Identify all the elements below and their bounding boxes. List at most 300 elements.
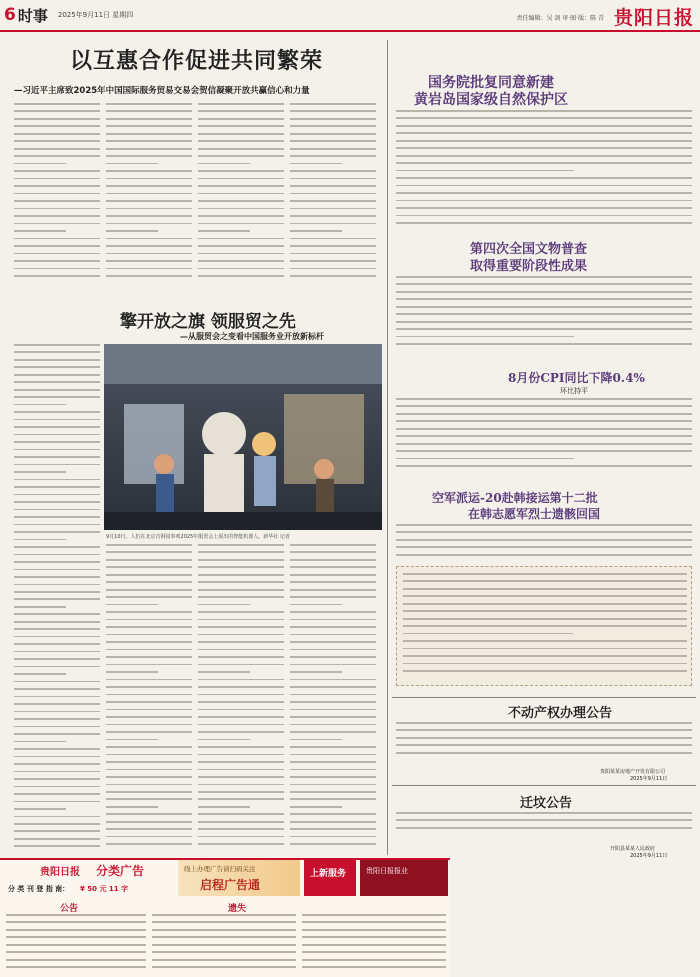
text-line	[14, 441, 100, 443]
text-line	[198, 701, 284, 703]
news-headline-4a: 空军派运-20赴韩接运第十二批	[432, 491, 598, 505]
text-line	[106, 544, 192, 546]
text-line	[14, 793, 100, 795]
text-line	[14, 170, 100, 172]
text-line	[14, 404, 66, 406]
text-line	[198, 238, 284, 240]
text-line	[14, 419, 100, 421]
text-line	[396, 283, 692, 285]
text-line	[198, 611, 284, 613]
text-line	[290, 155, 376, 157]
text-line	[396, 722, 692, 724]
text-line	[396, 554, 692, 556]
text-line	[290, 754, 376, 756]
text-line	[14, 681, 100, 683]
text-line	[290, 843, 376, 845]
text-line	[106, 739, 158, 741]
text-line	[290, 275, 376, 277]
text-line	[106, 268, 192, 270]
text-line	[290, 125, 376, 127]
text-line	[396, 752, 692, 754]
text-line	[14, 208, 100, 210]
text-line	[198, 581, 284, 583]
text-line	[290, 559, 376, 561]
column-divider	[387, 40, 388, 855]
text-line	[106, 821, 192, 823]
text-line	[14, 125, 100, 127]
text-line	[106, 709, 192, 711]
news-3-body	[396, 398, 692, 474]
text-line	[198, 626, 284, 628]
section-divider	[392, 697, 696, 698]
text-line	[14, 816, 100, 818]
text-line	[198, 649, 284, 651]
text-line	[290, 544, 376, 546]
text-line	[198, 125, 284, 127]
text-line	[106, 589, 192, 591]
text-line	[396, 200, 692, 202]
text-line	[198, 836, 284, 838]
text-line	[14, 741, 66, 743]
text-line	[14, 830, 100, 832]
text-line	[152, 929, 296, 931]
text-line	[14, 703, 100, 705]
text-line	[14, 140, 100, 142]
text-line	[290, 664, 376, 666]
text-line	[14, 786, 100, 788]
text-line	[403, 670, 687, 672]
text-line	[396, 313, 692, 315]
text-line	[403, 625, 687, 627]
text-line	[290, 133, 376, 135]
text-line	[14, 118, 100, 120]
text-line	[290, 103, 376, 105]
text-line	[152, 914, 296, 916]
text-line	[14, 673, 66, 675]
text-line	[290, 701, 376, 703]
text-line	[106, 125, 192, 127]
text-line	[290, 619, 376, 621]
text-line	[396, 539, 692, 541]
text-line	[198, 828, 284, 830]
text-line	[396, 546, 692, 548]
news-headline-4b: 在韩志愿军烈士遗骸回国	[468, 507, 601, 521]
text-line	[396, 420, 692, 422]
text-line	[290, 178, 376, 180]
text-line	[290, 148, 376, 150]
text-line	[290, 731, 376, 733]
text-line	[14, 494, 100, 496]
lead-headline: 以互惠合作促进共同繁荣	[70, 48, 324, 74]
classifieds-hotline: 分 类 刊 登 指 南：	[8, 885, 70, 893]
news-3-subtitle: 环比持平	[560, 387, 588, 395]
text-line	[198, 200, 284, 202]
text-line	[14, 726, 100, 728]
section-lost: 遗失	[228, 904, 247, 914]
text-line	[396, 328, 692, 330]
text-line	[290, 170, 376, 172]
text-line	[290, 828, 376, 830]
classifieds-col-1	[6, 914, 146, 974]
text-line	[290, 739, 342, 741]
text-line	[290, 574, 376, 576]
text-line	[14, 801, 100, 803]
text-line	[290, 566, 376, 568]
issue-date: 2025年9月11日 星期四	[57, 11, 134, 19]
text-line	[14, 155, 100, 157]
text-line	[302, 944, 446, 946]
text-line	[396, 465, 692, 467]
feature-body-col-4	[290, 544, 376, 856]
quote-box	[396, 566, 692, 686]
text-line	[106, 641, 192, 643]
text-line	[290, 634, 376, 636]
text-line	[106, 828, 192, 830]
text-line	[106, 581, 192, 583]
news-4-body	[396, 524, 692, 562]
text-line	[14, 524, 100, 526]
text-line	[290, 163, 342, 165]
text-line	[198, 268, 284, 270]
text-line	[14, 748, 100, 750]
text-line	[152, 944, 296, 946]
text-line	[396, 306, 692, 308]
feature-body-col-1	[14, 344, 100, 856]
text-line	[106, 813, 192, 815]
text-line	[290, 641, 376, 643]
lead-body-col-4	[290, 103, 376, 283]
text-line	[6, 914, 146, 916]
ad-title: 启程广告通	[200, 878, 261, 892]
text-line	[106, 798, 192, 800]
text-line	[290, 230, 342, 232]
text-line	[396, 819, 692, 821]
text-line	[396, 737, 692, 739]
text-line	[302, 929, 446, 931]
text-line	[198, 103, 284, 105]
text-line	[106, 170, 192, 172]
text-line	[14, 613, 100, 615]
text-line	[198, 551, 284, 553]
text-line	[106, 761, 192, 763]
text-line	[198, 761, 284, 763]
text-line	[198, 566, 284, 568]
text-line	[106, 843, 192, 845]
text-line	[396, 524, 692, 526]
text-line	[302, 921, 446, 923]
text-line	[14, 546, 100, 548]
text-line	[302, 951, 446, 953]
text-line	[290, 791, 376, 793]
text-line	[198, 641, 284, 643]
text-line	[14, 449, 100, 451]
text-line	[14, 260, 100, 262]
text-line	[6, 921, 146, 923]
text-line	[6, 966, 146, 968]
text-line	[290, 110, 376, 112]
text-line	[198, 140, 284, 142]
text-line	[14, 696, 100, 698]
text-line	[198, 709, 284, 711]
text-line	[14, 163, 66, 165]
text-line	[396, 812, 692, 814]
text-line	[396, 192, 692, 194]
text-line	[14, 245, 100, 247]
text-line	[396, 413, 692, 415]
text-line	[14, 148, 100, 150]
text-line	[396, 117, 692, 119]
text-line	[290, 784, 376, 786]
text-line	[290, 686, 376, 688]
text-line	[396, 215, 692, 217]
news-2-body	[396, 276, 692, 354]
text-line	[302, 959, 446, 961]
text-line	[14, 643, 100, 645]
notice-title-2: 迁坟公告	[520, 796, 573, 811]
text-line	[396, 827, 692, 829]
section-announcement: 公告	[60, 904, 79, 914]
text-line	[198, 260, 284, 262]
text-line	[106, 223, 192, 225]
text-line	[14, 359, 100, 361]
text-line	[106, 230, 158, 232]
text-line	[106, 574, 192, 576]
text-line	[14, 561, 100, 563]
lead-body-col-1	[14, 103, 100, 283]
text-line	[152, 959, 296, 961]
text-line	[198, 784, 284, 786]
text-line	[396, 435, 692, 437]
text-line	[198, 806, 250, 808]
text-line	[106, 671, 158, 673]
text-line	[290, 746, 376, 748]
text-line	[290, 200, 376, 202]
text-line	[14, 103, 100, 105]
text-line	[198, 821, 284, 823]
text-line	[152, 921, 296, 923]
text-line	[106, 664, 192, 666]
notice-2-date: 2025年9月11日	[630, 853, 668, 859]
text-line	[198, 589, 284, 591]
text-line	[290, 140, 376, 142]
text-line	[14, 344, 100, 346]
text-line	[198, 798, 284, 800]
text-line	[14, 351, 100, 353]
text-line	[106, 611, 192, 613]
text-line	[396, 177, 692, 179]
text-line	[403, 618, 687, 620]
text-line	[14, 486, 100, 488]
text-line	[106, 604, 158, 606]
text-line	[14, 808, 66, 810]
section-name: 时事	[17, 6, 48, 25]
text-line	[396, 343, 692, 345]
text-line	[152, 936, 296, 938]
text-line	[198, 208, 284, 210]
text-line	[290, 806, 342, 808]
text-line	[198, 619, 284, 621]
text-line	[290, 268, 376, 270]
text-line	[14, 688, 100, 690]
text-line	[14, 238, 100, 240]
text-line	[14, 133, 100, 135]
text-line	[14, 658, 100, 660]
text-line	[198, 671, 250, 673]
text-line	[106, 208, 192, 210]
text-line	[14, 366, 100, 368]
text-line	[106, 596, 192, 598]
text-line	[290, 656, 376, 658]
text-line	[106, 245, 192, 247]
text-line	[396, 405, 692, 407]
text-line	[106, 746, 192, 748]
text-line	[396, 450, 692, 452]
section-number: 6	[4, 5, 16, 25]
text-line	[403, 640, 687, 642]
text-line	[14, 215, 100, 217]
lead-body-col-2	[106, 103, 192, 283]
text-line	[396, 170, 574, 172]
text-line	[198, 215, 284, 217]
text-line	[14, 636, 100, 638]
text-line	[14, 253, 100, 255]
text-line	[14, 771, 100, 773]
text-line	[198, 275, 284, 277]
text-line	[14, 200, 100, 202]
text-line	[14, 426, 100, 428]
text-line	[290, 193, 376, 195]
text-line	[14, 434, 100, 436]
text-line	[106, 791, 192, 793]
text-line	[396, 222, 692, 224]
text-line	[198, 634, 284, 636]
text-line	[14, 733, 100, 735]
feature-headline: 擎开放之旗 领服贸之先	[120, 312, 296, 332]
text-line	[198, 574, 284, 576]
text-line	[302, 914, 446, 916]
news-headline-2b: 取得重要阶段性成果	[470, 259, 588, 274]
text-line	[396, 132, 692, 134]
text-line	[14, 606, 66, 608]
text-line	[290, 223, 376, 225]
text-line	[106, 103, 192, 105]
text-line	[106, 110, 192, 112]
text-line	[396, 744, 692, 746]
text-line	[198, 110, 284, 112]
text-line	[106, 133, 192, 135]
text-line	[106, 656, 192, 658]
text-line	[14, 718, 100, 720]
text-line	[14, 539, 66, 541]
text-line	[106, 118, 192, 120]
text-line	[198, 178, 284, 180]
text-line	[396, 428, 692, 430]
text-line	[14, 396, 100, 398]
text-line	[290, 649, 376, 651]
text-line	[14, 110, 100, 112]
notice-title-1: 不动产权办理公告	[508, 706, 613, 721]
text-line	[14, 471, 66, 473]
text-line	[14, 223, 100, 225]
text-line	[106, 679, 192, 681]
text-line	[14, 531, 100, 533]
text-line	[198, 185, 284, 187]
text-line	[198, 163, 250, 165]
text-line	[14, 268, 100, 270]
news-headline-1a: 国务院批复同意新建	[428, 75, 554, 91]
text-line	[14, 591, 100, 593]
text-line	[290, 769, 376, 771]
text-line	[396, 125, 692, 127]
text-line	[396, 155, 692, 157]
text-line	[14, 666, 100, 668]
text-line	[198, 724, 284, 726]
text-line	[14, 845, 100, 847]
text-line	[396, 458, 574, 460]
text-line	[106, 163, 158, 165]
lead-subheadline: —习近平主席致2025年中国国际服务贸易交易会贺信凝聚开放共赢信心和力量	[14, 86, 310, 96]
newspaper-logo: 贵阳日报	[613, 7, 694, 29]
text-line	[106, 806, 158, 808]
text-line	[106, 215, 192, 217]
text-line	[290, 626, 376, 628]
text-line	[6, 959, 146, 961]
expo-photo	[104, 344, 382, 530]
text-line	[403, 655, 687, 657]
text-line	[198, 245, 284, 247]
text-line	[290, 761, 376, 763]
text-line	[290, 724, 376, 726]
text-line	[106, 776, 192, 778]
text-line	[106, 619, 192, 621]
text-line	[403, 588, 687, 590]
text-line	[106, 769, 192, 771]
right-banner-title: 上新服务	[310, 869, 347, 879]
text-line	[106, 140, 192, 142]
news-1-body	[396, 110, 692, 232]
text-line	[152, 951, 296, 953]
text-line	[106, 193, 192, 195]
text-line	[290, 694, 376, 696]
text-line	[14, 389, 100, 391]
text-line	[290, 581, 376, 583]
text-line	[198, 843, 284, 845]
text-line	[198, 133, 284, 135]
text-line	[14, 230, 66, 232]
text-line	[396, 336, 574, 338]
text-line	[396, 162, 692, 164]
classifieds-col-3	[302, 914, 446, 974]
text-line	[6, 936, 146, 938]
text-line	[6, 951, 146, 953]
text-line	[290, 836, 376, 838]
text-line	[290, 813, 376, 815]
text-line	[198, 769, 284, 771]
text-line	[403, 580, 687, 582]
feature-subheadline: —从服贸会之变看中国服务业开放新标杆	[180, 332, 324, 341]
text-line	[14, 628, 100, 630]
text-line	[14, 584, 100, 586]
text-line	[106, 200, 192, 202]
text-line	[290, 821, 376, 823]
text-line	[396, 398, 692, 400]
text-line	[198, 604, 250, 606]
text-line	[396, 443, 692, 445]
text-line	[198, 664, 284, 666]
text-line	[290, 798, 376, 800]
text-line	[106, 178, 192, 180]
text-line	[290, 185, 376, 187]
